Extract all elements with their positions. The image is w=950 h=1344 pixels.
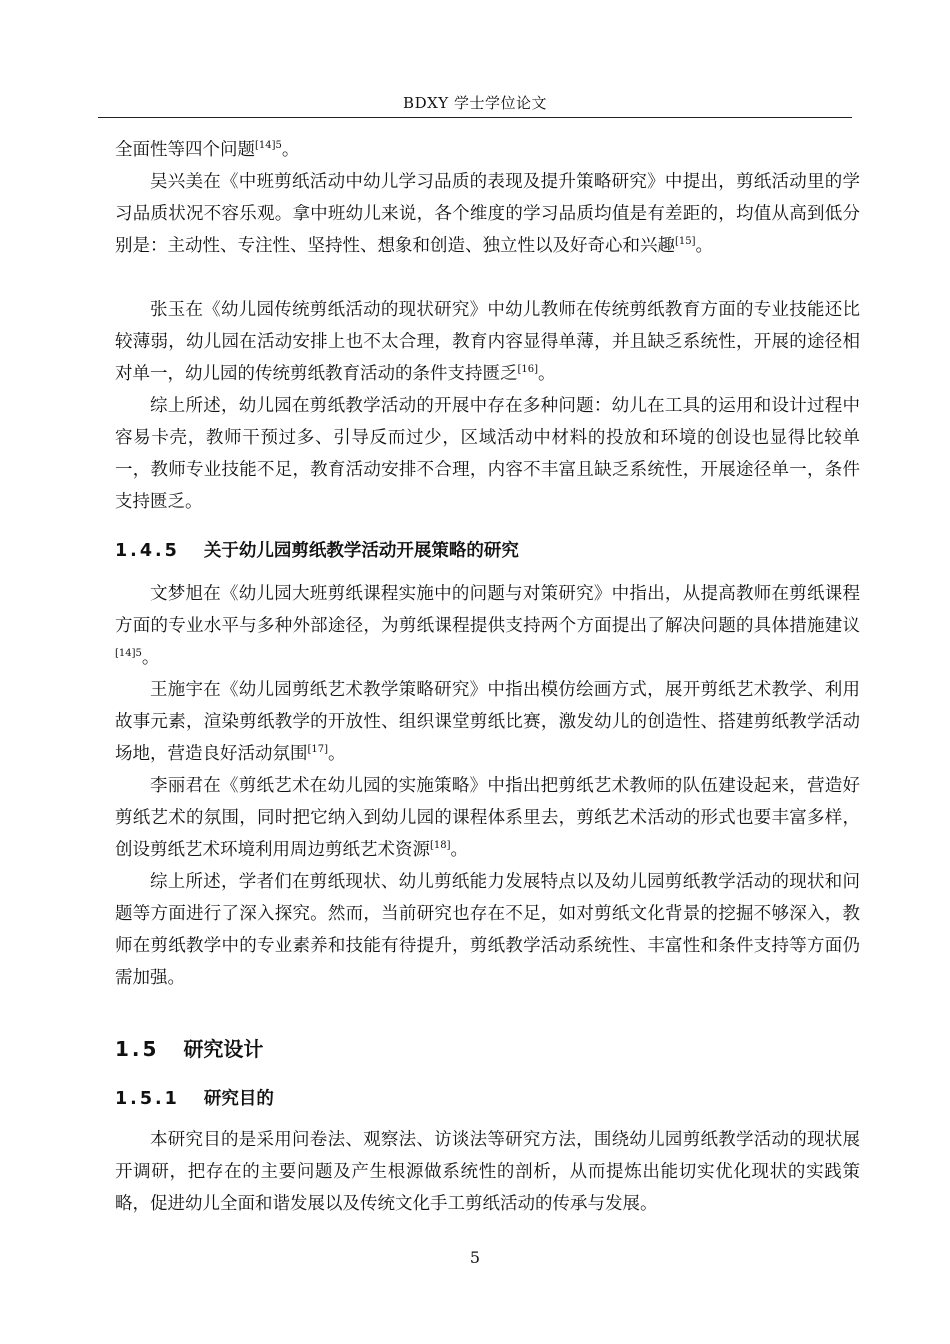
citation-ref: [16] [517,364,539,375]
citation-ref: [15] [675,236,696,247]
paragraph-li-lijun: 李丽君在《剪纸艺术在幼儿园的实施策略》中指出把剪纸艺术教师的队伍建设起来，营造好剪纸艺术的氛围，同时把它纳入到幼儿园的课程体系里去，剪纸艺术活动的形式也要丰富多样，创设剪纸艺术环境利用周边剪纸艺术资源[18]。 [115,776,860,860]
citation-ref: [14]5 [255,140,282,151]
paragraph-continuation: 全面性等四个问题$^{[14]5}$。 [115,140,300,160]
paragraph-wang-shiyu: 王施宇在《幼儿园剪纸艺术教学策略研究》中指出模仿绘画方式，展开剪纸艺术教学、利用故事元素，渲染剪纸教学的开放性、组织课堂剪纸比赛，激发幼儿的创造性、搭建剪纸教学活动场地，营造良好活动氛围[17]。 [115,680,860,764]
citation-ref: [14]5 [115,648,142,659]
page-header-title: BDXY 学士学位论文 [403,94,547,112]
section-heading-1-5-1: 1.5.1 研究目的 [115,1089,274,1109]
paragraph-wen-mengxu: 文梦旭在《幼儿园大班剪纸课程实施中的问题与对策研究》中指出，从提高教师在剪纸课程方面的专业水平与多种外部途径，为剪纸课程提供支持两个方面提出了解决问题的具体措施建议$^{[14]5}$。 [115,584,860,668]
paragraph-summary-research: 综上所述，学者们在剪纸现状、幼儿剪纸能力发展特点以及幼儿园剪纸教学活动的现状和问题等方面进行了深入探究。然而，当前研究也存在不足，如对剪纸文化背景的挖掘不够深入，教师在剪纸教学中的专业素养和技能有待提升，剪纸教学活动系统性、丰富性和条件支持等方面仍需加强。 [115,872,860,988]
paragraph-zhang-yu: 张玉在《幼儿园传统剪纸活动的现状研究》中幼儿教师在传统剪纸教育方面的专业技能还比较薄弱，幼儿园在活动安排上也不太合理，教育内容显得单薄，并且缺乏系统性，开展的途径相对单一，幼儿园的传统剪纸教育活动的条件支持匮乏[16]。 [115,300,860,384]
paragraph-research-purpose: 本研究目的是采用问卷法、观察法、访谈法等研究方法，围绕幼儿园剪纸教学活动的现状展开调研，把存在的主要问题及产生根源做系统性的剖析，从而提炼出能切实优化现状的实践策略，促进幼儿全面和谐发展以及传统文化手工剪纸活动的传承与发展。 [115,1130,860,1214]
header-divider [98,117,852,118]
section-heading-1-5: 1.5 研究设计 [115,1037,264,1061]
citation-ref: [18] [430,840,451,851]
citation-ref: [17] [307,744,329,755]
page-number: 5 [469,1248,481,1267]
section-heading-1-4-5: 1.4.5 关于幼儿园剪纸教学活动开展策略的研究 [115,541,519,561]
paragraph-summary-problems: 综上所述，幼儿园在剪纸教学活动的开展中存在多种问题：幼儿在工具的运用和设计过程中容易卡壳，教师干预过多、引导反而过少，区域活动中材料的投放和环境的创设也显得比较单一，教师专业技能不足，教育活动安排不合理，内容不丰富且缺乏系统性，开展途径单一，条件支持匮乏。 [115,396,860,512]
paragraph-wu-xingmei: 吴兴美在《中班剪纸活动中幼儿学习品质的表现及提升策略研究》中提出，剪纸活动里的学习品质状况不容乐观。拿中班幼儿来说，各个维度的学习品质均值是有差距的，均值从高到低分别是：主动性、专注性、坚持性、想象和创造、独立性以及好奇心和兴趣[15]。 [115,172,860,256]
